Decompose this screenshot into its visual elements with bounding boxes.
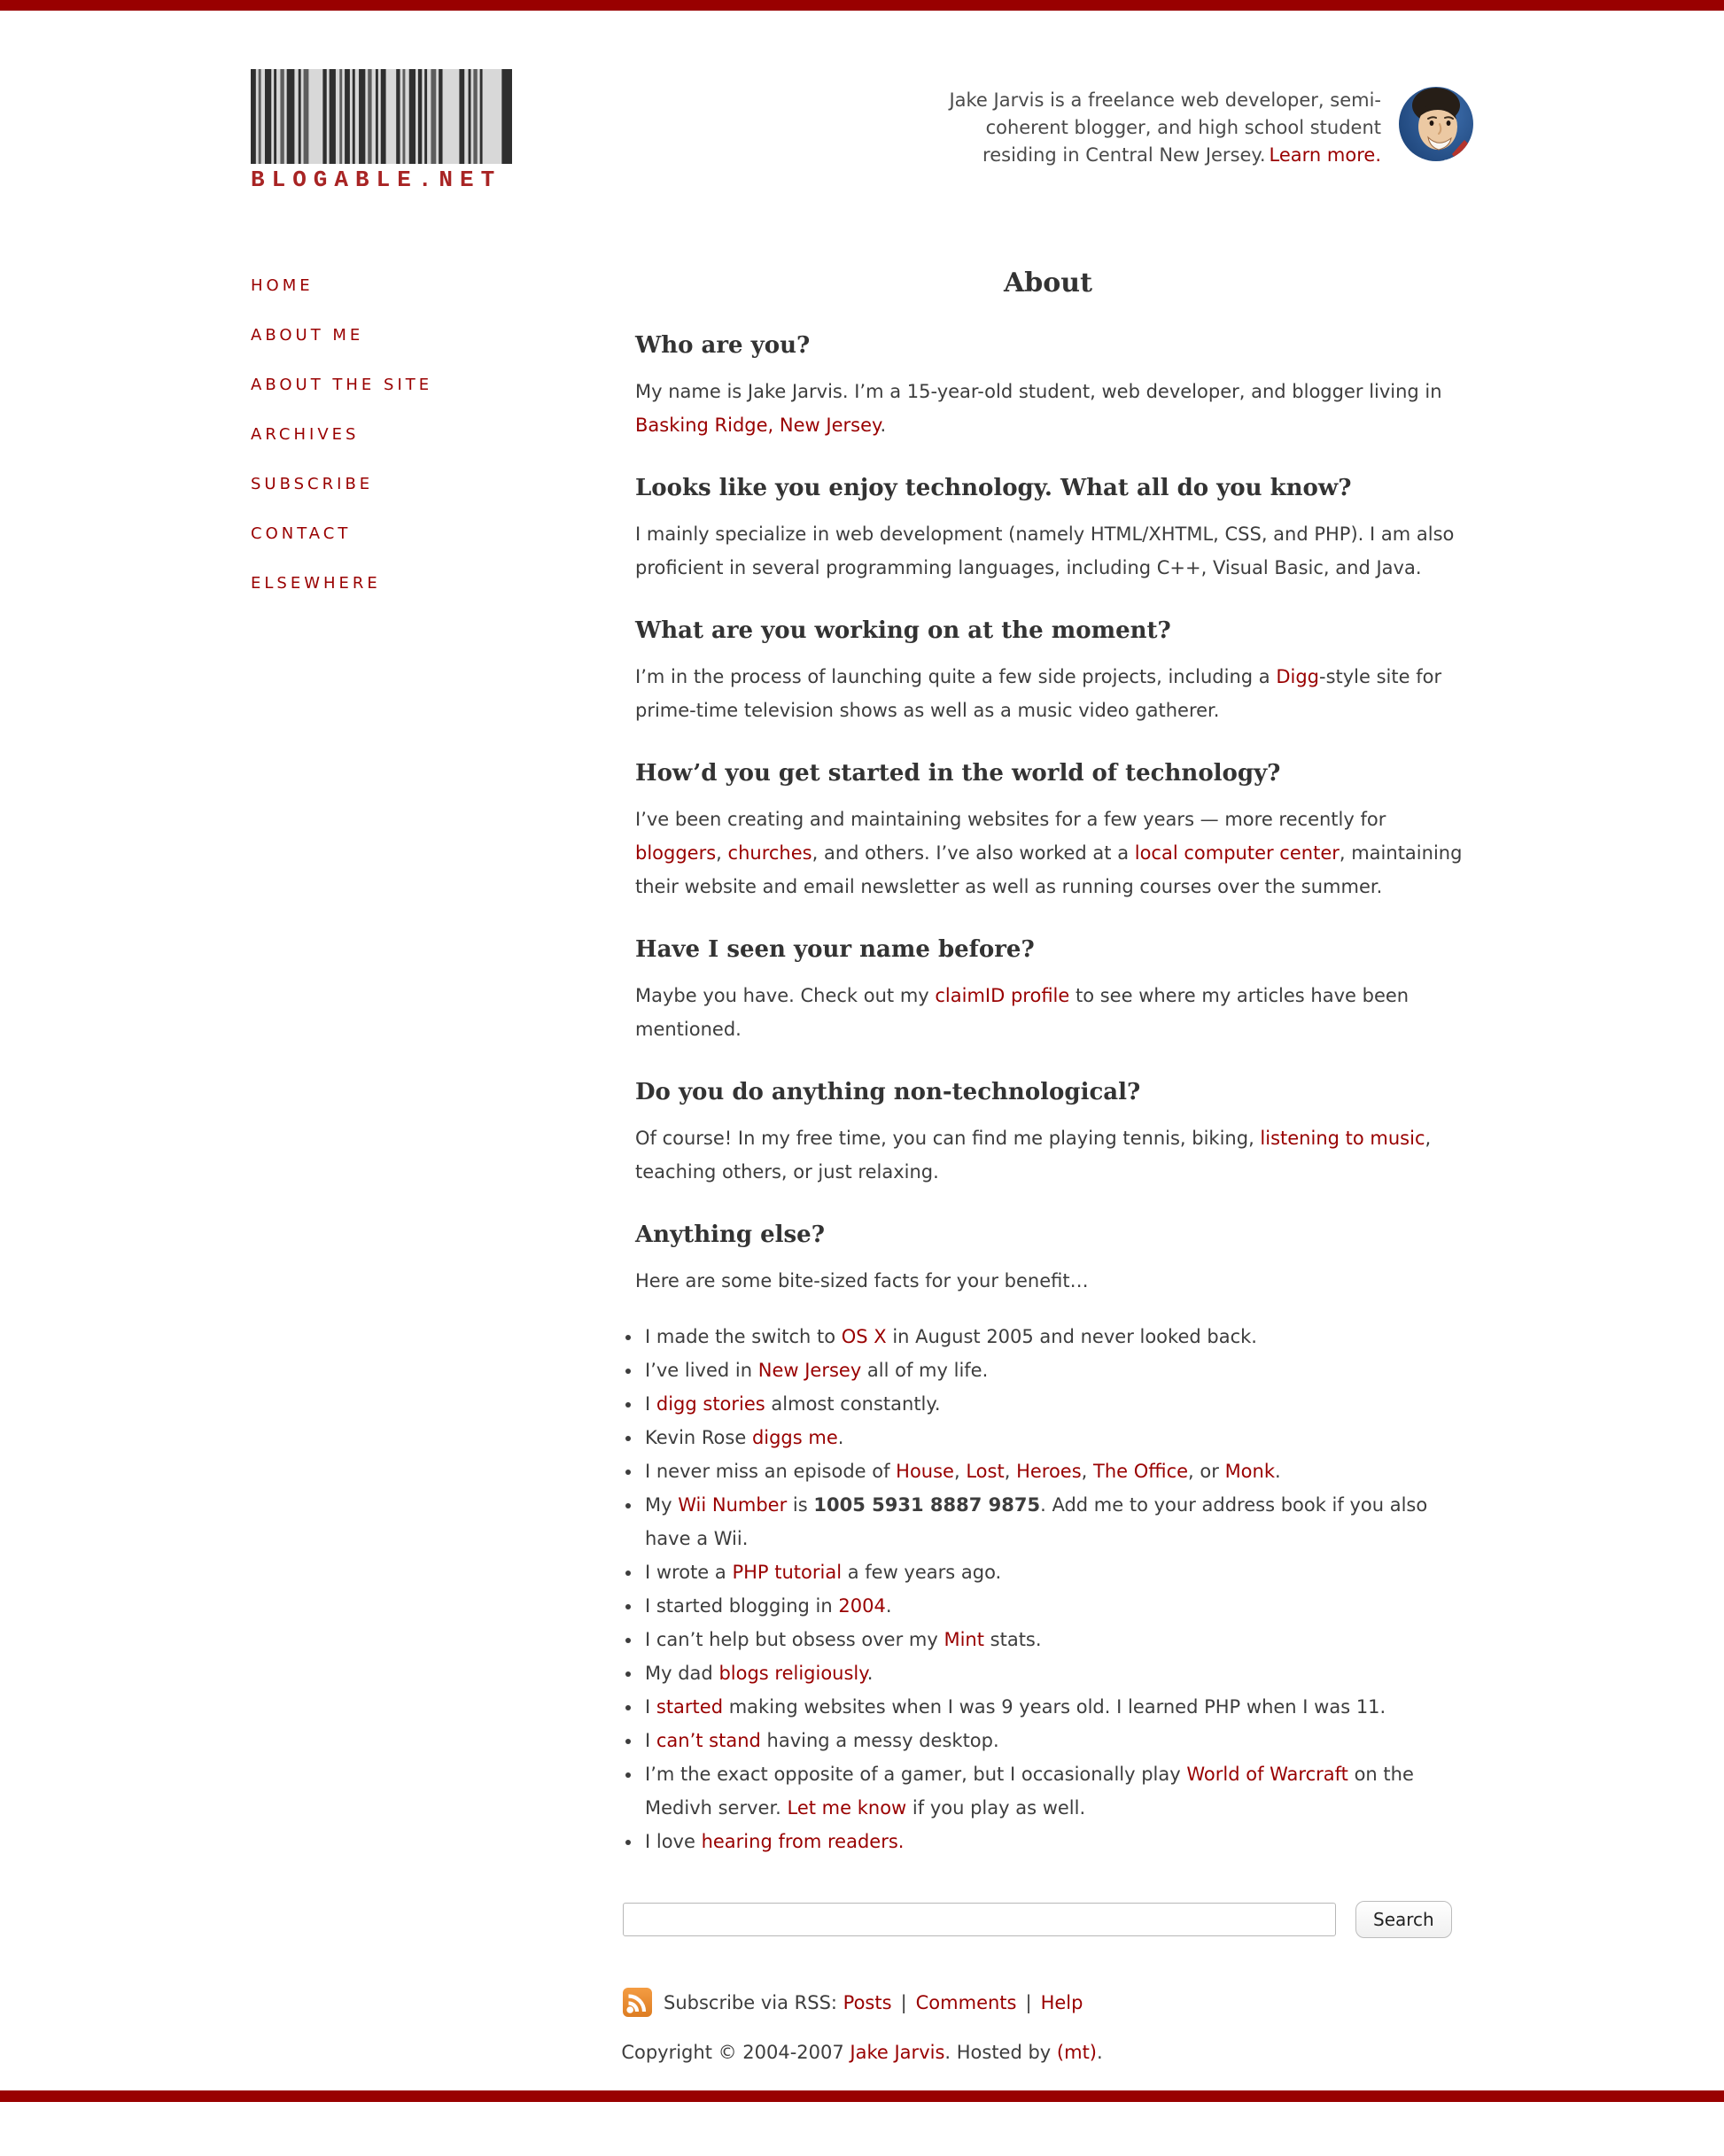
inline-link[interactable]: listening to music: [1260, 1128, 1425, 1149]
search-input[interactable]: [623, 1903, 1336, 1936]
tagline-line: residing in Central New Jersey.: [982, 144, 1266, 166]
header: [251, 11, 1473, 193]
inline-link[interactable]: World of Warcraft: [1186, 1764, 1348, 1785]
section-heading: What are you working on at the moment?: [635, 617, 1171, 644]
inline-link[interactable]: New Jersey: [779, 415, 881, 436]
inline-link[interactable]: started: [656, 1696, 724, 1718]
site-tagline: [949, 87, 1381, 169]
inline-link[interactable]: claimID profile: [935, 985, 1070, 1006]
sidebar-item-about-the-site[interactable]: ABOUT THE SITE: [251, 376, 433, 394]
sidebar-item-elsewhere[interactable]: ELSEWHERE: [251, 574, 381, 593]
fact-item: • I started blogging in 2004.: [642, 1589, 1473, 1623]
fact-item: • My Wii Number is 1005 5931 8887 9875. Add me to your address book if you also have a Wii.: [642, 1488, 1473, 1555]
header-intro: [949, 69, 1473, 169]
inline-link[interactable]: PHP tutorial: [732, 1562, 843, 1583]
sidebar-item-subscribe[interactable]: SUBSCRIBE: [251, 475, 374, 493]
facts-list: [635, 1320, 1473, 1858]
fact-item: • I’ve lived in New Jersey all of my life.: [642, 1353, 1473, 1387]
inline-link[interactable]: Mint: [944, 1629, 984, 1650]
sidebar-nav: [251, 268, 623, 2017]
section-paragraph: Here are some bite-sized facts for your benefit…: [635, 1270, 1089, 1291]
fact-item: • I love hearing from readers.: [642, 1825, 1473, 1858]
sidebar-item-about-me[interactable]: ABOUT ME: [251, 326, 364, 345]
inline-link[interactable]: local computer center: [1134, 842, 1340, 864]
section-paragraph: Of course! In my free time, you can find me playing tennis, biking, listening to music, teaching others, or just relaxing.: [635, 1128, 1432, 1183]
fact-item: • I can’t stand having a messy desktop.: [642, 1724, 1473, 1757]
inline-link[interactable]: blogs religiously: [718, 1663, 867, 1684]
fact-item: • I made the switch to OS X in August 2005 and never looked back.: [642, 1320, 1473, 1353]
section-heading: Looks like you enjoy technology. What all do you know?: [635, 475, 1352, 501]
rss-icon[interactable]: [623, 1988, 652, 2017]
inline-link[interactable]: Heroes: [1016, 1461, 1082, 1482]
bold-text: 1005 5931 8887 9875: [813, 1494, 1041, 1516]
inline-link[interactable]: can’t stand: [656, 1730, 761, 1751]
about-article: [623, 332, 1473, 1858]
sidebar-item-archives[interactable]: ARCHIVES: [251, 425, 360, 444]
rss-posts-link[interactable]: Posts: [843, 1991, 892, 2013]
fact-item: • I digg stories almost constantly.: [642, 1387, 1473, 1421]
inline-link[interactable]: Monk: [1224, 1461, 1275, 1482]
fact-item: • I never miss an episode of House, Lost, Heroes, The Office, or Monk.: [642, 1454, 1473, 1488]
section-heading: Have I seen your name before?: [635, 936, 1035, 963]
site-logo-text: BLOGABLE.NET: [251, 167, 502, 193]
rss-subscribe-row: [623, 1988, 1473, 2017]
learn-more-link[interactable]: Learn more.: [1269, 144, 1381, 166]
rss-label: Subscribe via RSS:: [664, 1991, 837, 2013]
section-paragraph: I’ve been creating and maintaining websites for a few years — more recently for bloggers, churches, and others. I’ve also worked at a local computer center, maintaining their website and email newsletter as well as running courses over the summer.: [635, 809, 1463, 897]
tagline-line: Jake Jarvis is a freelance web developer, semi-: [949, 89, 1381, 111]
search-form: [623, 1901, 1473, 1938]
fact-item: • I wrote a PHP tutorial a few years ago.: [642, 1555, 1473, 1589]
inline-link[interactable]: Let me know: [787, 1797, 907, 1819]
sidebar-item-home[interactable]: HOME: [251, 276, 314, 295]
inline-link[interactable]: Wii Number: [678, 1494, 788, 1516]
section-paragraph: Maybe you have. Check out my claimID profile to see where my articles have been mentioned.: [635, 985, 1409, 1040]
fact-item: • My dad blogs religiously.: [642, 1656, 1473, 1690]
rss-help-link[interactable]: Help: [1040, 1991, 1083, 2013]
site-logo[interactable]: [251, 69, 512, 193]
inline-link[interactable]: Basking Ridge,: [635, 415, 774, 436]
inline-link[interactable]: diggs me: [751, 1427, 838, 1448]
inline-link[interactable]: Digg: [1276, 666, 1319, 687]
fact-item: • I started making websites when I was 9 years old. I learned PHP when I was 11.: [642, 1690, 1473, 1724]
section-paragraph: My name is Jake Jarvis. I’m a 15-year-old student, web developer, and blogger living in Basking Ridge, New Jersey.: [635, 381, 1442, 436]
inline-link[interactable]: Lost: [966, 1461, 1005, 1482]
section-heading: How’d you get started in the world of technology?: [635, 760, 1281, 787]
inline-link[interactable]: bloggers: [635, 842, 717, 864]
search-button[interactable]: Search: [1355, 1901, 1452, 1938]
section-paragraph: I’m in the process of launching quite a few side projects, including a Digg-style site for prime-time television shows as well as a music video gatherer.: [635, 666, 1442, 721]
section-heading: Do you do anything non-technological?: [635, 1079, 1141, 1105]
inline-link[interactable]: (mt): [1056, 2042, 1097, 2063]
separator: |: [1025, 1991, 1032, 2013]
avatar: [1399, 81, 1473, 167]
inline-link[interactable]: 2004: [838, 1595, 886, 1617]
tagline-line: coherent blogger, and high school student: [985, 117, 1381, 138]
sidebar-item-contact[interactable]: CONTACT: [251, 524, 352, 543]
inline-link[interactable]: Jake Jarvis: [850, 2042, 945, 2063]
separator: |: [900, 1991, 907, 2013]
section-paragraph: I mainly specialize in web development (namely HTML/XHTML, CSS, and PHP). I am also proficient in several programming languages, including C++, Visual Basic, and Java.: [635, 523, 1455, 578]
fact-item: • I can’t help but obsess over my Mint stats.: [642, 1623, 1473, 1656]
page-title: About: [1004, 268, 1092, 299]
section-heading: Who are you?: [635, 332, 811, 359]
rss-comments-link[interactable]: Comments: [915, 1991, 1017, 2013]
fact-item: • I’m the exact opposite of a gamer, but I occasionally play World of Warcraft on the Medivh server. Let me know if you play as well.: [642, 1757, 1473, 1825]
inline-link[interactable]: OS X: [841, 1326, 887, 1347]
fact-item: • Kevin Rose diggs me.: [642, 1421, 1473, 1454]
inline-link[interactable]: hearing from readers.: [701, 1831, 905, 1852]
inline-link[interactable]: The Office: [1093, 1461, 1189, 1482]
inline-link[interactable]: churches: [727, 842, 812, 864]
inline-link[interactable]: New Jersey: [757, 1360, 862, 1381]
inline-link[interactable]: House: [896, 1461, 954, 1482]
bottom-accent-bar: [0, 2090, 1724, 2102]
top-accent-bar: [0, 0, 1724, 11]
section-heading: Anything else?: [635, 1221, 825, 1248]
inline-link[interactable]: digg stories: [656, 1393, 765, 1415]
barcode-logo-image: [251, 69, 512, 164]
copyright: Copyright © 2004-2007 Jake Jarvis. Hosted by (mt).: [621, 2042, 1103, 2063]
